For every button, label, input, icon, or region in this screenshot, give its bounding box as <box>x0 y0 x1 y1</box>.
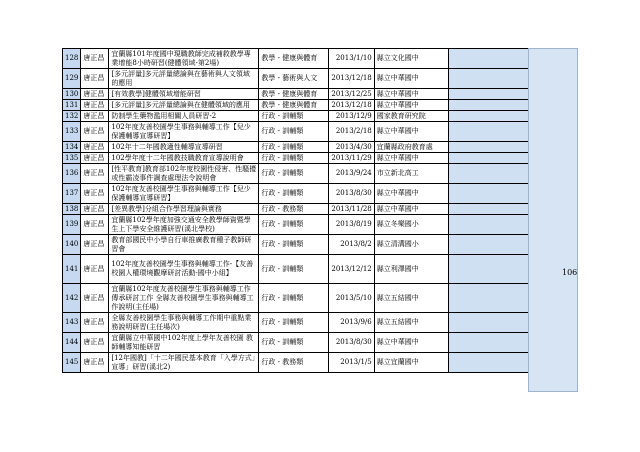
course-title: 宜蘭縣101年度國中現職教師完成補救教學專業增能8小時研習(健體領域-第2場) <box>109 49 259 69</box>
row-number: 134 <box>63 142 81 153</box>
course-location: 縣立中華國中 <box>374 184 448 204</box>
course-location: 宜蘭縣政府教育處 <box>374 142 448 153</box>
teacher-name: 唐正昌 <box>81 204 109 215</box>
table-row <box>63 164 542 184</box>
course-date: 2013/5/10 <box>329 284 374 313</box>
course-title: 102年度友善校園學生事務與輔導工作【兒少保護輔導宣導研習】 <box>109 184 259 204</box>
row-number: 129 <box>63 69 81 89</box>
row-number: 130 <box>63 89 81 100</box>
teacher-name: 唐正昌 <box>81 89 109 100</box>
course-date: 2013/1/10 <box>329 49 374 69</box>
course-location: 縣立中華國中 <box>374 153 448 164</box>
table-row <box>63 153 542 164</box>
table-row <box>63 284 542 313</box>
course-category: 行政 - 訓輔類 <box>259 164 329 184</box>
course-title: 宜蘭縣立中華國中102年度上學年友善校園 教師輔導知能研習 <box>109 333 259 353</box>
course-location: 國家教育研究院 <box>374 111 448 122</box>
course-category: 行政 - 訓輔類 <box>259 215 329 235</box>
teacher-name: 唐正昌 <box>81 255 109 284</box>
table-row <box>63 204 542 215</box>
teacher-name: 唐正昌 <box>81 100 109 111</box>
course-title: [多元評量]多元評量總論與在藝術與人文領域的應用 <box>109 69 259 89</box>
teacher-name: 唐正昌 <box>81 111 109 122</box>
course-title: 102年十二年國教適性輔導宣導研習 <box>109 142 259 153</box>
row-number: 132 <box>63 111 81 122</box>
course-date: 2013/8/19 <box>329 215 374 235</box>
course-title: [差異教學]分組合作學習理論與實務 <box>109 204 259 215</box>
course-location: 縣立冬樂國小 <box>374 215 448 235</box>
page-number: 106 <box>562 268 578 277</box>
table-body <box>63 49 542 373</box>
course-location: 縣立文化國中 <box>374 49 448 69</box>
row-number: 144 <box>63 333 81 353</box>
course-date: 2013/12/12 <box>329 255 374 284</box>
table-row <box>63 333 542 353</box>
course-title: [多元評量]多元評量總論與在健體領域的應用 <box>109 100 259 111</box>
course-category: 行政 - 訓輔類 <box>259 313 329 333</box>
teacher-name: 唐正昌 <box>81 153 109 164</box>
course-date: 2013/12/18 <box>329 100 374 111</box>
row-number: 136 <box>63 164 81 184</box>
course-category: 行政 - 訓輔類 <box>259 142 329 153</box>
row-number: 131 <box>63 100 81 111</box>
course-category: 行政 - 訓輔類 <box>259 255 329 284</box>
course-title: [12年國教]「十二年國民基本教育「入學方式」宣導」研習(溪北2) <box>109 353 259 373</box>
course-title: 教育部國民中小學自行車推廣教育種子教師研習會 <box>109 235 259 255</box>
course-location: 縣立五結國中 <box>374 284 448 313</box>
side-panel <box>528 48 578 392</box>
table-row <box>63 353 542 373</box>
course-category: 教學 - 健康與體育 <box>259 89 329 100</box>
course-date: 2013/2/18 <box>329 122 374 142</box>
course-date: 2013/11/29 <box>329 153 374 164</box>
course-location: 市立新北高工 <box>374 164 448 184</box>
course-location: 縣立利澤國中 <box>374 255 448 284</box>
course-location: 縣立中華國中 <box>374 69 448 89</box>
course-category: 行政 - 訓輔類 <box>259 184 329 204</box>
row-number: 128 <box>63 49 81 69</box>
course-category: 行政 - 訓輔類 <box>259 122 329 142</box>
teacher-name: 唐正昌 <box>81 184 109 204</box>
teacher-name: 唐正昌 <box>81 353 109 373</box>
table-row <box>63 184 542 204</box>
teacher-name: 唐正昌 <box>81 333 109 353</box>
training-records-table <box>62 48 542 373</box>
course-location: 縣立中華國中 <box>374 89 448 100</box>
course-category: 教學 - 藝術與人文 <box>259 69 329 89</box>
course-date: 2013/8/30 <box>329 184 374 204</box>
table-row <box>63 142 542 153</box>
row-number: 142 <box>63 284 81 313</box>
course-date: 2013/8/2 <box>329 235 374 255</box>
course-title: 102學年度十二年國教技職教育宣導說明會 <box>109 153 259 164</box>
course-location: 縣立中華國中 <box>374 122 448 142</box>
teacher-name: 唐正昌 <box>81 313 109 333</box>
course-category: 教學 - 健康與體育 <box>259 100 329 111</box>
course-date: 2013/12/9 <box>329 111 374 122</box>
course-category: 行政 - 訓輔類 <box>259 111 329 122</box>
course-category: 行政 - 訓輔類 <box>259 153 329 164</box>
row-number: 143 <box>63 313 81 333</box>
course-date: 2013/8/30 <box>329 333 374 353</box>
table-row <box>63 313 542 333</box>
course-title: 102年度友善校園學生事務與輔導工作【兒少保護輔導宣導研習】 <box>109 122 259 142</box>
row-number: 138 <box>63 204 81 215</box>
table-row <box>63 69 542 89</box>
course-location: 縣立五結國中 <box>374 313 448 333</box>
course-location: 縣立中華國中 <box>374 100 448 111</box>
course-category: 行政 - 教務類 <box>259 353 329 373</box>
course-location: 縣立宜蘭國中 <box>374 353 448 373</box>
course-title: 全縣友善校園學生事務與輔導工作期中重點業務說明研習(主任場次) <box>109 313 259 333</box>
row-number: 145 <box>63 353 81 373</box>
table-row <box>63 235 542 255</box>
teacher-name: 唐正昌 <box>81 235 109 255</box>
course-title: [有效教學]健體領域增能研習 <box>109 89 259 100</box>
table-row <box>63 49 542 69</box>
course-title: 宜蘭縣102學年度加強交通安全教學師資暨學生上下學安全維護研習(溪北學校) <box>109 215 259 235</box>
course-date: 2013/4/30 <box>329 142 374 153</box>
teacher-name: 唐正昌 <box>81 215 109 235</box>
course-title: [性平教育]教育部102年度校園性侵害、性騷擾或性霸凌事件調查處理法令說明會 <box>109 164 259 184</box>
row-number: 140 <box>63 235 81 255</box>
row-number: 139 <box>63 215 81 235</box>
course-category: 行政 - 教務類 <box>259 204 329 215</box>
course-location: 縣立中華國中 <box>374 333 448 353</box>
table-row <box>63 215 542 235</box>
row-number: 133 <box>63 122 81 142</box>
table-row <box>63 89 542 100</box>
course-category: 行政 - 訓輔類 <box>259 235 329 255</box>
course-date: 2013/12/25 <box>329 89 374 100</box>
teacher-name: 唐正昌 <box>81 284 109 313</box>
teacher-name: 唐正昌 <box>81 69 109 89</box>
course-date: 2013/9/24 <box>329 164 374 184</box>
table-row <box>63 122 542 142</box>
teacher-name: 唐正昌 <box>81 122 109 142</box>
course-location: 縣立中華國中 <box>374 204 448 215</box>
course-date: 2013/1/5 <box>329 353 374 373</box>
table-row <box>63 255 542 284</box>
row-number: 137 <box>63 184 81 204</box>
row-number: 135 <box>63 153 81 164</box>
teacher-name: 唐正昌 <box>81 164 109 184</box>
course-category: 行政 - 訓輔類 <box>259 284 329 313</box>
table-row <box>63 111 542 122</box>
course-date: 2013/9/6 <box>329 313 374 333</box>
row-number: 141 <box>63 255 81 284</box>
course-date: 2013/12/18 <box>329 69 374 89</box>
table-row <box>63 100 542 111</box>
course-title: 防制學生藥物濫用相關人員研習-2 <box>109 111 259 122</box>
course-location: 縣立清溝國小 <box>374 235 448 255</box>
course-category: 行政 - 訓輔類 <box>259 333 329 353</box>
teacher-name: 唐正昌 <box>81 142 109 153</box>
course-title: 宜蘭縣102年度友善校園學生事務與輔導工作傳承研討工作 全縣友善校園學生事務與輔導工作說明(主任場) <box>109 284 259 313</box>
teacher-name: 唐正昌 <box>81 49 109 69</box>
course-title: 102年度友善校園學生事務與輔導工作-【友善校園人權環境觀摩研討活動-國中小組】 <box>109 255 259 284</box>
course-date: 2013/11/28 <box>329 204 374 215</box>
course-category: 教學 - 健康與體育 <box>259 49 329 69</box>
